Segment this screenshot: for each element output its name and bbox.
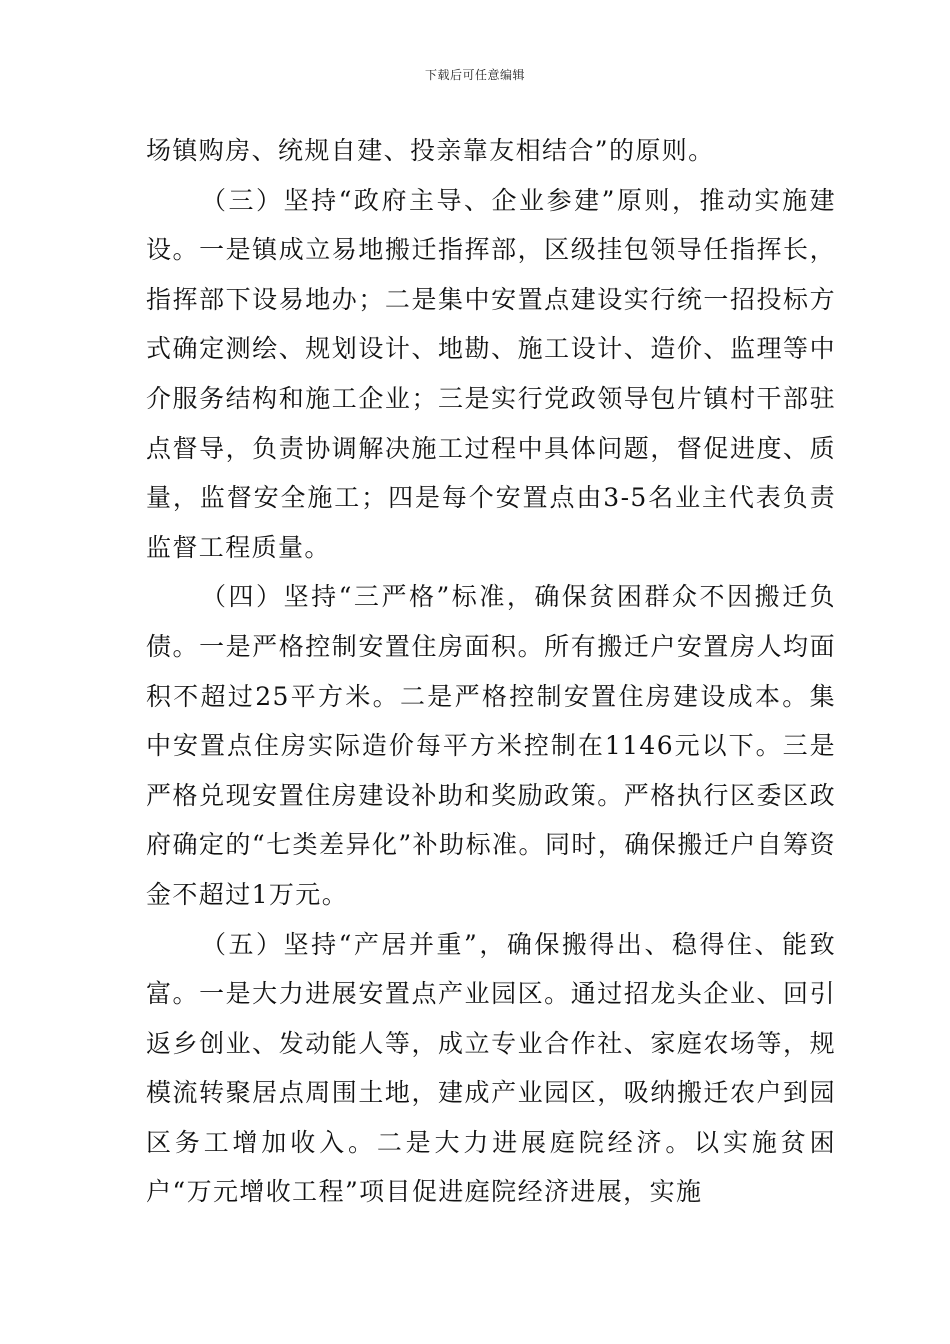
paragraph-continuation: 场镇购房、统规自建、投亲靠友相结合”的原则。 — [146, 136, 715, 165]
document-body — [146, 126, 836, 1217]
paragraph-section-4: （四）坚持“三严格”标准，确保贫困群众不因搬迁负债。一是严格控制安置住房面积。所有搬迁户安置房人均面积不超过25平方米。二是严格控制安置住房建设成本。集中安置点住房实际造价每平方米控制在1146元以下。三是严格兑现安置住房建设补助和奖励政策。严格执行区委区政府确定的“七类差异化”补助标准。同时，确保搬迁户自筹资金不超过1万元。 — [146, 582, 836, 909]
paragraph-section-5: （五）坚持“产居并重”，确保搬得出、稳得住、能致富。一是大力进展安置点产业园区。通过招龙头企业、回引返乡创业、发动能人等，成立专业合作社、家庭农场等，规模流转聚居点周围土地，建成产业园区，吸纳搬迁农户到园区务工增加收入。二是大力进展庭院经济。以实施贫困户“万元增收工程”项目促进庭院经济进展，实施 — [146, 929, 836, 1207]
page-header-note: 下载后可任意编辑 — [424, 68, 525, 82]
paragraph-section-3: （三）坚持“政府主导、企业参建”原则，推动实施建设。一是镇成立易地搬迁指挥部，区级挂包领导任指挥长，指挥部下设易地办；二是集中安置点建设实行统一招投标方式确定测绘、规划设计、地勘、施工设计、造价、监理等中介服务结构和施工企业；三是实行党政领导包片镇村干部驻点督导，负责协调解决施工过程中具体问题，督促进度、质量，监督安全施工；四是每个安置点由3-5名业主代表负责监督工程质量。 — [146, 185, 836, 562]
